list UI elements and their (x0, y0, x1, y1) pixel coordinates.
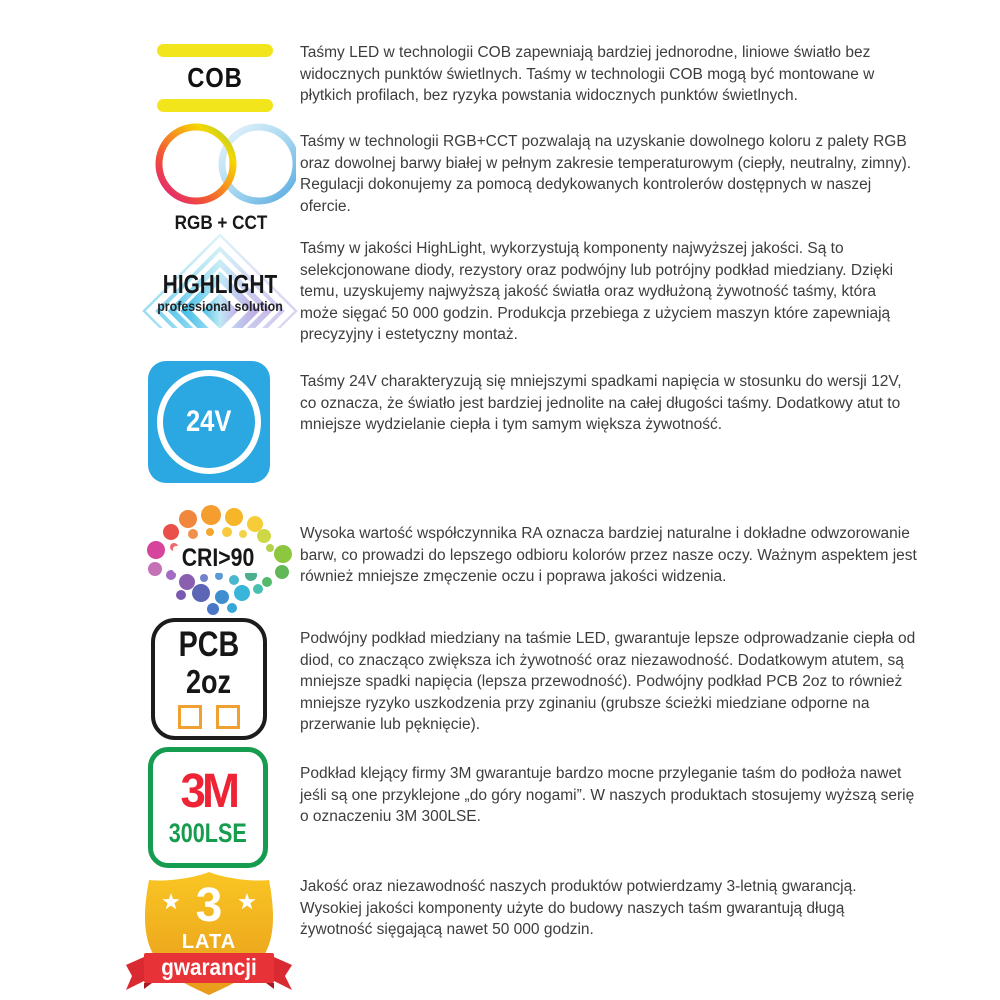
highlight-subtitle: professional solution (157, 299, 283, 314)
highlight-title: HIGHLIGHT (162, 269, 278, 299)
paragraph-24v: Taśmy 24V charakteryzują się mniejszymi spadkami napięcia w stosunku do wersji 12V, co oznacza, że światło jest bardziej jednolite na całej długości taśmy. Dodatkowy atut to mniejsze wydzielanie ciepła i tym samym większa żywotność. (300, 373, 902, 433)
paragraph-pcb: Podwójny podkład miedziany na taśmie LED, gwarantuje lepsze odprowadzanie ciepła od diod, co znacząco zwiększa ich żywotność oraz niezawodność. Dodatkowym atutem, są mniejsze spadki napięcia (lepsza przewodność). Podwójny podkład PCB 2oz to również mniejsze ryzyko uszkodzenia przy zginaniu (grubsze ścieżki miedziane odporne na przerwanie lub pęknięcie). (300, 630, 916, 733)
pcb-2oz-icon (151, 618, 267, 740)
3m-300lse-icon (148, 747, 268, 868)
warranty-unit: LATA (181, 931, 237, 953)
3m-brand-label: 3M (180, 764, 236, 818)
pcb-pad-left (178, 705, 202, 729)
cob-strip-top (157, 44, 273, 57)
cri-icon-label: CRI>90 (181, 543, 255, 572)
warranty-shield-icon (122, 869, 297, 1000)
paragraph-highlight: Taśmy w jakości HighLight, wykorzystują komponenty najwyższej jakości. Są to selekcjonowane diody, rezystory oraz podwójny lub potrójny podkład miedziany. Dzięki temu, uzyskujemy najwyższą jakość światła oraz wydłużoną żywotność taśmy, która może sięgać 50 000 godzin. Produkcja przebiega z użyciem maszyn które zapewniają precyzyjny i estetyczny montaż. (300, 240, 894, 343)
warranty-ribbon-label: gwarancji (161, 953, 257, 981)
pcb-icon-line1: PCB (178, 625, 240, 664)
cob-icon-label: COB (187, 62, 243, 93)
24v-icon (148, 361, 270, 483)
pcb-pads-icon (178, 705, 240, 729)
rgb-cct-icon (146, 122, 296, 235)
paragraph-cri: Wysoka wartość współczynnika RA oznacza bardziej naturalne i dokładne odwzorowanie barw, co prowadzi do lepszego odbioru kolorów przez nasze oczy. Ważnym aspektem jest również mniejsze zmęczenie oczu i poprawa jakości widzenia. (300, 525, 917, 585)
cri-icon (143, 502, 293, 622)
highlight-logo (140, 233, 300, 328)
3m-series-label: 300LSE (168, 817, 248, 848)
cri-dots-icon (143, 502, 293, 617)
rgb-cct-rings-icon (146, 122, 296, 206)
warranty-number: 3 (195, 879, 223, 932)
warranty-shield-svg (122, 869, 297, 997)
paragraph-rgb-cct: Taśmy w technologii RGB+CCT pozwalają na uzyskanie dowolnego koloru z palety RGB oraz dowolnej barwy białej w pełnym zakresie temperaturowym (ciepły, neutralny, zimny). Regulacji dokonujemy za pomocą dedykowanych kontrolerów dostępnych w naszej ofercie. (300, 133, 912, 215)
pcb-pad-right (216, 705, 240, 729)
paragraph-warranty: Jakość oraz niezawodność naszych produktów potwierdzamy 3-letnią gwarancją. Wysokiej jakości komponenty użyte do budowy naszych taśm gwarantują długą żywotność sięgającą nawet 50 000 godzin. (300, 878, 857, 938)
24v-ring-icon (157, 370, 261, 474)
rgb-cct-icon-label: RGB + CCT (174, 213, 268, 234)
paragraph-3m: Podkład klejący firmy 3M gwarantuje bardzo mocne przyleganie taśm do podłoża nawet jeśli są one przyklejone „do góry nogami”. W naszych produktach stosujemy wyższą serię o oznaczeniu 3M 300LSE. (300, 765, 915, 825)
paragraph-cob: Taśmy LED w technologii COB zapewniają bardziej jednorodne, liniowe światło bez widocznych punktów świetlnych. Taśmy w technologii COB mogą być montowane w płytkich profilach, bez ryzyka powstania widocznych punktów świetlnych. (300, 44, 875, 104)
cob-strip-bottom (157, 99, 273, 112)
cob-icon (157, 44, 273, 112)
pcb-icon-line2: 2oz (186, 663, 232, 700)
24v-icon-label: 24V (186, 405, 232, 438)
